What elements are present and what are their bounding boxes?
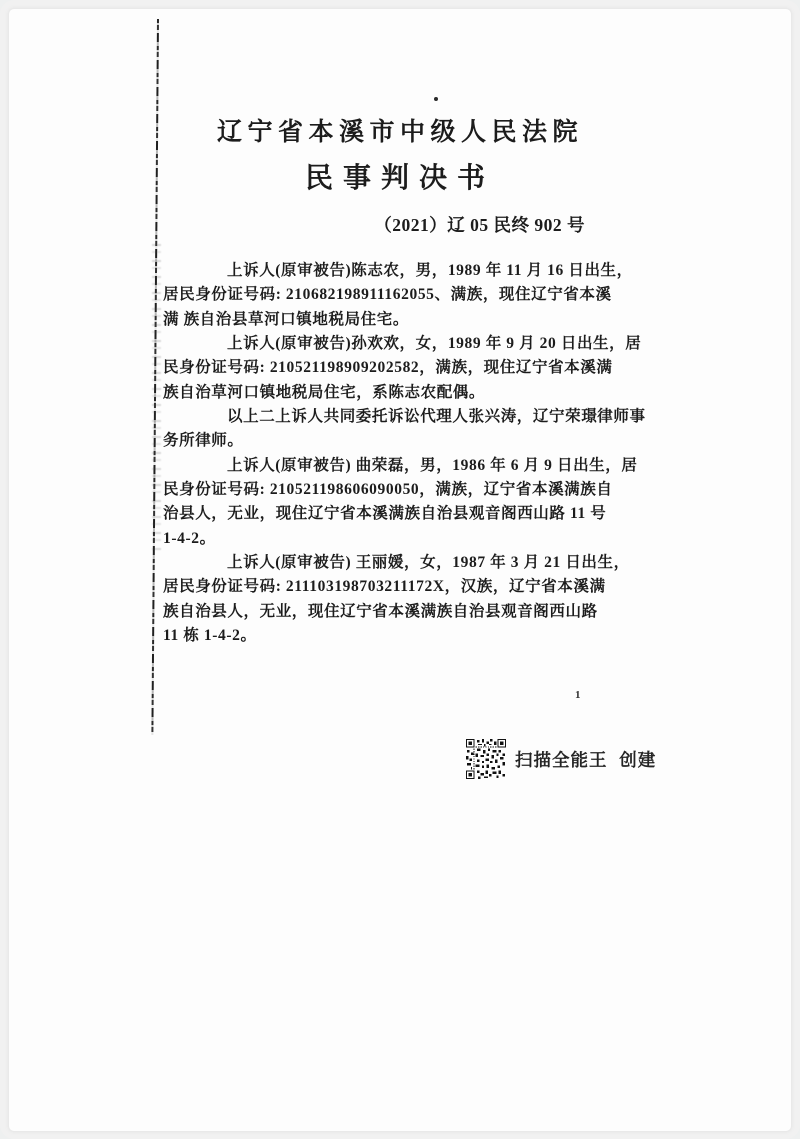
- body-line: 民身份证号码: 210521198606090050，满族，辽宁省本溪满族自: [163, 481, 613, 499]
- document-page: [8, 8, 792, 1132]
- body-line: 上诉人(原审被告)陈志农，男，1989 年 11 月 16 日出生，: [227, 262, 633, 279]
- body-line: 上诉人(原审被告) 曲荣磊，男，1986 年 6 月 9 日出生，居: [227, 456, 638, 474]
- body-line: 务所律师。: [163, 432, 244, 450]
- body-line: 满 族自治县草河口镇地税局住宅。: [163, 310, 409, 328]
- body-line: 族自治县人，无业，现住辽宁省本溪满族自治县观音阁西山路: [163, 602, 598, 620]
- qr-code-icon: [466, 739, 506, 779]
- scanner-watermark: [466, 739, 656, 779]
- body-line: 民身份证号码: 210521198909202582，满族，现住辽宁省本溪满: [163, 359, 613, 377]
- document-body: [163, 259, 646, 649]
- body-line: 居民身份证号码: 210682198911162055、满族，现住辽宁省本溪: [163, 286, 612, 304]
- ink-speck: [434, 97, 438, 101]
- scan-noise-artifact: [152, 244, 161, 554]
- body-line: 上诉人(原审被告)孙欢欢，女，1989 年 9 月 20 日出生，居: [227, 335, 642, 353]
- body-line: 居民身份证号码: 211103198703211172X，汉族，辽宁省本溪满: [163, 578, 606, 596]
- case-number: （2021）辽 05 民终 902 号: [374, 215, 585, 235]
- body-line: 上诉人(原审被告) 王丽媛，女，1987 年 3 月 21 日出生，: [227, 554, 630, 572]
- scanner-label: 扫描全能王 创建: [515, 749, 657, 770]
- body-line: 11 栋 1-4-2。: [163, 627, 257, 645]
- court-name: 辽宁省本溪市中级人民法院: [216, 119, 583, 146]
- body-line: 1-4-2。: [163, 529, 216, 547]
- page-number: 1: [575, 689, 581, 701]
- body-line: 以上二上诉人共同委托诉讼代理人张兴涛，辽宁荣璟律师事: [227, 408, 646, 426]
- document-title: 民事判决书: [304, 163, 495, 194]
- body-line: 族自治草河口镇地税局住宅，系陈志农配偶。: [163, 383, 486, 401]
- body-line: 治县人，无业，现住辽宁省本溪满族自治县观音阁西山路 11 号: [163, 505, 607, 523]
